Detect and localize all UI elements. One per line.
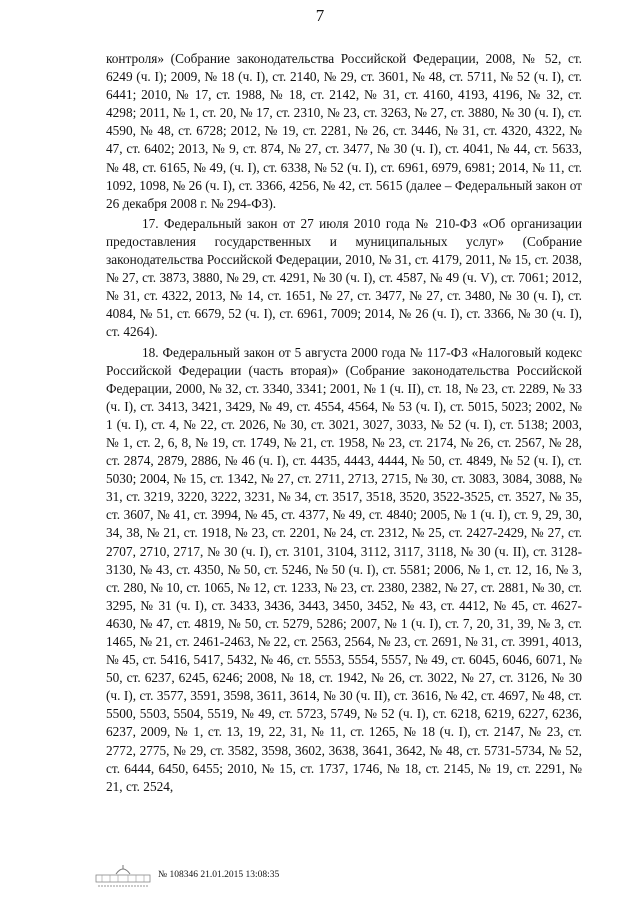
document-body bbox=[106, 50, 582, 796]
paragraph-item-17: 17. Федеральный закон от 27 июля 2010 года № 210-ФЗ «Об организации предоставления государственных и муниципальных услуг» (Собрание законодательства Российской Федерации, 2010, № 31, ст. 4179, 2011, № 15, ст. 2038, № 27, ст. 3873, 3880, № 29, ст. 4291, № 30 (ч. I), ст. 4587, № 49 (ч. V), ст. 7061; 2012, № 31, ст. 4322, 2013, № 14, ст. 1651, № 27, ст. 3477, № 27, ст. 3480, № 30 (ч. I), ст. 4084, № 51, ст. 6679, 52 (ч. I), ст. 6961, 7009; 2014, № 26 (ч. I), ст. 3366, № 30 (ч. I), ст. 4264). bbox=[106, 215, 582, 340]
paragraph-continuation: контроля» (Собрание законодательства Российской Федерации, 2008, № 52, ст. 6249 (ч. I); 2009, № 18 (ч. I), ст. 2140, № 29, ст. 3601, № 48, ст. 5711, № 52 (ч. I), ст. 6441; 2010, № 17, ст. 1988, № 18, ст. 2142, № 31, ст. 4160, 4193, 4196, № 32, ст. 4298; 2011, № 1, ст. 20, № 17, ст. 2310, № 23, ст. 3263, № 27, ст. 3880, № 30 (ч. I), ст. 4590, № 48, ст. 6728; 2012, № 19, ст. 2281, № 26, ст. 3446, № 31, ст. 4320, 4322, № 47, ст. 6402; 2013, № 9, ст. 874, № 27, ст. 3477, № 30 (ч. I), ст. 4041, № 44, ст. 5633, № 48, ст. 6165, № 49, (ч. I), ст. 6338, № 52 (ч. I), ст. 6961, 6979, 6981; 2014, № 11, ст. 1092, 1098, № 26 (ч. I), ст. 3366, 4256, № 42, ст. 5615 (далее – Федеральный закон от 26 декабря 2008 г. № 294-ФЗ). bbox=[106, 51, 582, 211]
page-footer bbox=[92, 862, 492, 892]
paragraph-item-18: 18. Федеральный закон от 5 августа 2000 года № 117-ФЗ «Налоговый кодекс Российской Федерации (часть вторая)» (Собрание законодательства Российской Федерации, 2000, № 32, ст. 3340, 3341; 2001, № 1 (ч. II), ст. 18, № 23, ст. 2289, № 33 (ч. I), ст. 3413, 3421, 3429, № 49, ст. 4554, 4564, № 53 (ч. I), ст. 5015, 5023; 2002, № 1 (ч. I), ст. 4, № 22, ст. 2026, № 30, ст. 3021, 3027, 3033, № 52 (ч. I), ст. 5138; 2003, № 1, ст. 2, 6, 8, № 19, ст. 1749, № 21, ст. 1958, № 23, ст. 2174, № 26, ст. 2567, № 28, ст. 2874, 2879, 2886, № 46 (ч. I), ст. 4435, 4443, 4444, № 50, ст. 4849, № 52 (ч. I), ст. 5030; 2004, № 15, ст. 1342, № 27, ст. 2711, 2713, 2715, № 30, ст. 3083, 3084, 3088, № 31, ст. 3219, 3220, 3222, 3231, № 34, ст. 3517, 3518, 3520, 3522-3525, ст. 3527, № 35, ст. 3607, № 41, ст. 3994, № 45, ст. 4377, № 49, ст. 4840; 2005, № 1 (ч. I), ст. 9, 29, 30, 34, 38, № 21, ст. 1918, № 23, ст. 2201, № 24, ст. 2312, № 25, ст. 2427-2429, № 27, ст. 2707, 2710, 2717, № 30 (ч. I), ст. 3101, 3104, 3112, 3117, 3118, № 30 (ч. II), ст. 3128-3130, № 43, ст. 4350, № 50, ст. 5246, № 50 (ч. I), ст. 5581; 2006, № 1, ст. 12, 16, № 3, ст. 280, № 10, ст. 1065, № 12, ст. 1233, № 23, ст. 2380, 2382, № 27, ст. 2881, № 30, ст. 3295, № 31 (ч. I), ст. 3433, 3436, 3443, 3450, 3452, № 43, ст. 4412, № 45, ст. 4627-4630, № 47, ст. 4819, № 50, ст. 5279, 5286; 2007, № 1 (ч. I), ст. 7, 20, 31, 39, № 3, ст. 1465, № 21, ст. 2461-2463, № 22, ст. 2563, 2564, № 23, ст. 2691, № 31, ст. 3991, 4013, № 45, ст. 5416, 5417, 5432, № 46, ст. 5553, 5554, 5557, № 49, ст. 6045, 6046, 6071, № 50, ст. 6237, 6245, 6246; 2008, № 18, ст. 1942, № 26, ст. 3022, № 27, ст. 3126, № 30 (ч. I), ст. 3577, 3591, 3598, 3611, 3614, № 30 (ч. II), ст. 3616, № 42, ст. 4697, № 48, ст. 5500, 5503, 5504, 5519, № 49, ст. 5723, 5749, № 52 (ч. I), ст. 6218, 6219, 6227, 6236, 6237, 2009, № 1, ст. 13, 19, 22, 31, № 11, ст. 1265, № 18 (ч. I), ст. 2147, № 23, ст. 2772, 2775, № 29, ст. 3582, 3598, 3602, 3638, 3641, 3642, № 48, ст. 5731-5734, № 52, ст. 6444, 6450, 6455; 2010, № 15, ст. 1737, 1746, № 18, ст. 2145, № 19, ст. 2291, № 21, ст. 2524, bbox=[106, 344, 582, 794]
government-seal-icon bbox=[92, 862, 154, 890]
document-id: № 108346 21.01.2015 13:08:35 bbox=[158, 870, 280, 880]
page-number: 7 bbox=[315, 6, 325, 25]
